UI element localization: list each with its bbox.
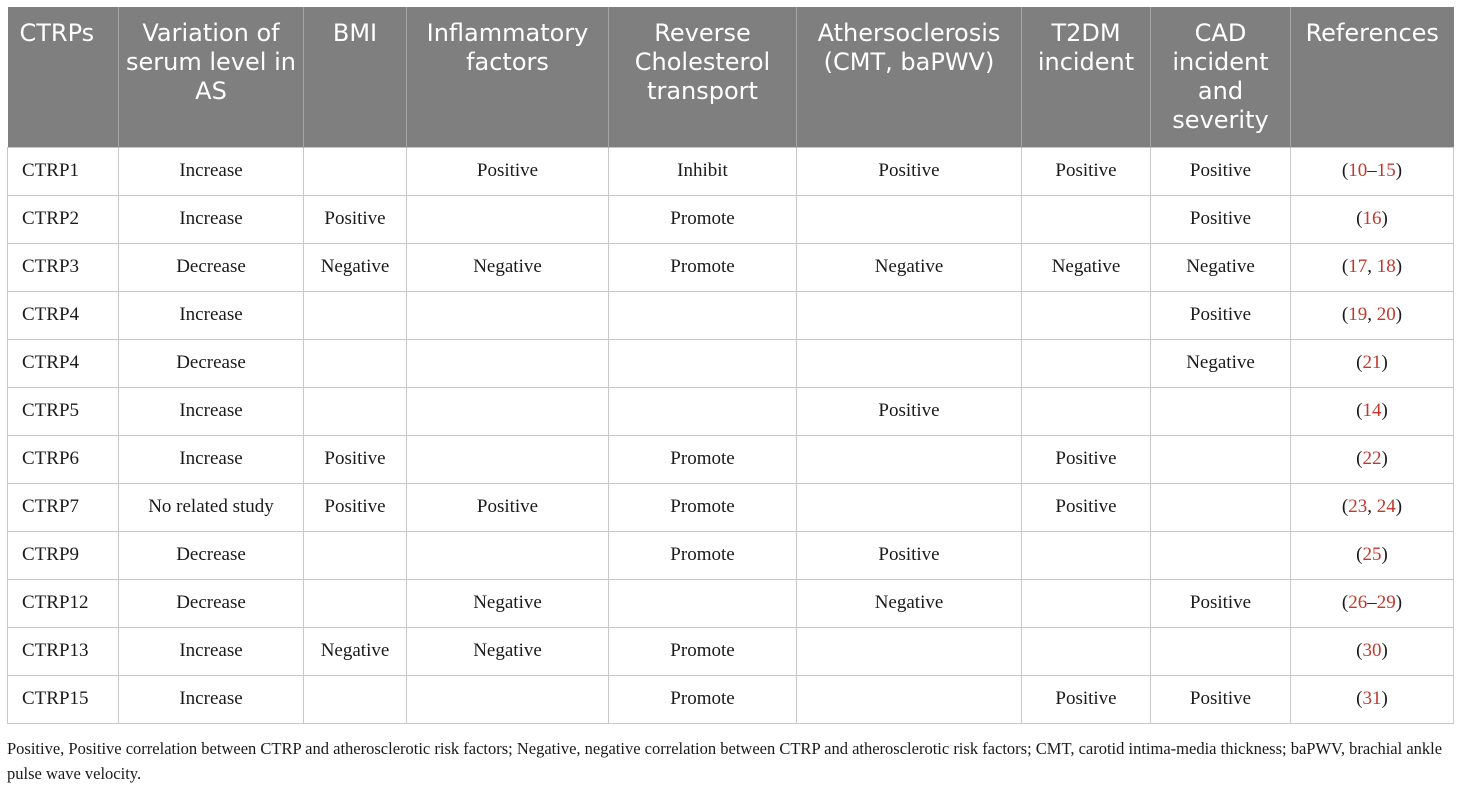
cell-t2dm xyxy=(1022,579,1151,627)
cell-ctrp-name: CTRP9 xyxy=(8,531,119,579)
cell-inflammatory xyxy=(407,435,609,483)
cell-inflammatory: Negative xyxy=(407,579,609,627)
cell-reverse-cholesterol: Promote xyxy=(609,627,797,675)
cell-inflammatory: Negative xyxy=(407,627,609,675)
cell-cad xyxy=(1151,531,1291,579)
cell-serum-variation: Decrease xyxy=(119,339,304,387)
cell-serum-variation: Increase xyxy=(119,147,304,195)
cell-atherosclerosis xyxy=(797,675,1022,723)
cell-atherosclerosis xyxy=(797,339,1022,387)
reference-link[interactable]: 23 xyxy=(1348,496,1368,517)
cell-bmi: Positive xyxy=(304,195,407,243)
reference-link[interactable]: 22 xyxy=(1362,448,1382,469)
header-col-atherosclerosis: Athersoclerosis (CMT, baPWV) xyxy=(797,7,1022,147)
reference-link[interactable]: 18 xyxy=(1376,256,1396,277)
cell-ctrp-name: CTRP4 xyxy=(8,339,119,387)
cell-bmi xyxy=(304,531,407,579)
table-row xyxy=(8,627,1454,675)
cell-atherosclerosis xyxy=(797,483,1022,531)
reference-link[interactable]: 15 xyxy=(1376,160,1396,181)
cell-ctrp-name: CTRP3 xyxy=(8,243,119,291)
cell-t2dm xyxy=(1022,195,1151,243)
cell-t2dm xyxy=(1022,339,1151,387)
table-row xyxy=(8,483,1454,531)
reference-link[interactable]: 14 xyxy=(1362,400,1382,421)
cell-atherosclerosis xyxy=(797,195,1022,243)
cell-references: (19, 20) xyxy=(1291,291,1454,339)
cell-reverse-cholesterol: Promote xyxy=(609,195,797,243)
cell-serum-variation: Decrease xyxy=(119,531,304,579)
cell-ctrp-name: CTRP7 xyxy=(8,483,119,531)
cell-cad: Negative xyxy=(1151,339,1291,387)
reference-link[interactable]: 29 xyxy=(1376,592,1396,613)
cell-t2dm xyxy=(1022,291,1151,339)
cell-atherosclerosis: Negative xyxy=(797,243,1022,291)
reference-link[interactable]: 16 xyxy=(1362,208,1382,229)
cell-bmi xyxy=(304,339,407,387)
header-col-ctrps: CTRPs xyxy=(8,7,119,147)
cell-bmi: Positive xyxy=(304,435,407,483)
table-row xyxy=(8,435,1454,483)
table-body xyxy=(8,147,1454,723)
reference-link[interactable]: 19 xyxy=(1348,304,1368,325)
cell-inflammatory xyxy=(407,531,609,579)
cell-t2dm: Positive xyxy=(1022,483,1151,531)
cell-inflammatory xyxy=(407,195,609,243)
cell-t2dm: Positive xyxy=(1022,435,1151,483)
cell-atherosclerosis: Positive xyxy=(797,531,1022,579)
cell-serum-variation: Decrease xyxy=(119,243,304,291)
cell-serum-variation: Increase xyxy=(119,291,304,339)
cell-inflammatory: Negative xyxy=(407,243,609,291)
cell-reverse-cholesterol: Inhibit xyxy=(609,147,797,195)
cell-serum-variation: Increase xyxy=(119,195,304,243)
reference-link[interactable]: 24 xyxy=(1376,496,1396,517)
cell-ctrp-name: CTRP5 xyxy=(8,387,119,435)
cell-reverse-cholesterol: Promote xyxy=(609,531,797,579)
cell-cad: Positive xyxy=(1151,675,1291,723)
cell-atherosclerosis xyxy=(797,291,1022,339)
cell-bmi xyxy=(304,387,407,435)
table-header-row xyxy=(8,7,1454,147)
cell-reverse-cholesterol xyxy=(609,339,797,387)
cell-serum-variation: Decrease xyxy=(119,579,304,627)
cell-cad xyxy=(1151,387,1291,435)
reference-link[interactable]: 17 xyxy=(1348,256,1368,277)
cell-inflammatory xyxy=(407,675,609,723)
cell-bmi xyxy=(304,147,407,195)
reference-link[interactable]: 20 xyxy=(1376,304,1396,325)
cell-ctrp-name: CTRP12 xyxy=(8,579,119,627)
cell-t2dm xyxy=(1022,531,1151,579)
cell-inflammatory xyxy=(407,291,609,339)
cell-reverse-cholesterol xyxy=(609,291,797,339)
table-row xyxy=(8,243,1454,291)
reference-link[interactable]: 10 xyxy=(1348,160,1368,181)
reference-link[interactable]: 25 xyxy=(1362,544,1382,565)
cell-cad: Negative xyxy=(1151,243,1291,291)
header-col-references: References xyxy=(1291,7,1454,147)
ctrp-table xyxy=(7,7,1454,724)
cell-bmi: Positive xyxy=(304,483,407,531)
cell-reverse-cholesterol: Promote xyxy=(609,243,797,291)
cell-references: (23, 24) xyxy=(1291,483,1454,531)
reference-separator: , xyxy=(1367,256,1377,277)
cell-t2dm: Positive xyxy=(1022,147,1151,195)
cell-reverse-cholesterol xyxy=(609,579,797,627)
cell-cad xyxy=(1151,435,1291,483)
cell-cad xyxy=(1151,483,1291,531)
header-col-t2dm: T2DM incident xyxy=(1022,7,1151,147)
reference-link[interactable]: 26 xyxy=(1348,592,1368,613)
cell-references: (30) xyxy=(1291,627,1454,675)
table-row xyxy=(8,675,1454,723)
header-col-serum-variation: Variation of serum level in AS xyxy=(119,7,304,147)
table-row xyxy=(8,531,1454,579)
cell-cad: Positive xyxy=(1151,291,1291,339)
cell-reverse-cholesterol: Promote xyxy=(609,675,797,723)
cell-bmi xyxy=(304,675,407,723)
cell-t2dm xyxy=(1022,627,1151,675)
table-row xyxy=(8,291,1454,339)
cell-serum-variation: Increase xyxy=(119,435,304,483)
cell-ctrp-name: CTRP4 xyxy=(8,291,119,339)
cell-atherosclerosis: Positive xyxy=(797,147,1022,195)
reference-separator: , xyxy=(1367,304,1377,325)
cell-atherosclerosis: Positive xyxy=(797,387,1022,435)
cell-t2dm: Negative xyxy=(1022,243,1151,291)
cell-atherosclerosis xyxy=(797,435,1022,483)
cell-serum-variation: No related study xyxy=(119,483,304,531)
reference-link[interactable]: 21 xyxy=(1362,352,1382,373)
cell-references: (22) xyxy=(1291,435,1454,483)
cell-ctrp-name: CTRP1 xyxy=(8,147,119,195)
cell-references: (17, 18) xyxy=(1291,243,1454,291)
cell-bmi: Negative xyxy=(304,243,407,291)
cell-ctrp-name: CTRP2 xyxy=(8,195,119,243)
table-row xyxy=(8,195,1454,243)
cell-inflammatory xyxy=(407,339,609,387)
cell-cad: Positive xyxy=(1151,147,1291,195)
table-row xyxy=(8,147,1454,195)
reference-link[interactable]: 31 xyxy=(1362,688,1382,709)
header-col-inflammatory: Inflammatory factors xyxy=(407,7,609,147)
cell-bmi: Negative xyxy=(304,627,407,675)
reference-separator: – xyxy=(1367,160,1377,181)
cell-inflammatory: Positive xyxy=(407,147,609,195)
cell-t2dm: Positive xyxy=(1022,675,1151,723)
reference-separator: – xyxy=(1367,592,1377,613)
cell-references: (21) xyxy=(1291,339,1454,387)
header-col-cad: CAD incident and severity xyxy=(1151,7,1291,147)
cell-ctrp-name: CTRP15 xyxy=(8,675,119,723)
table-row xyxy=(8,579,1454,627)
cell-references: (14) xyxy=(1291,387,1454,435)
cell-serum-variation: Increase xyxy=(119,675,304,723)
cell-cad: Positive xyxy=(1151,579,1291,627)
cell-atherosclerosis: Negative xyxy=(797,579,1022,627)
cell-reverse-cholesterol: Promote xyxy=(609,483,797,531)
reference-separator: , xyxy=(1367,496,1377,517)
cell-ctrp-name: CTRP6 xyxy=(8,435,119,483)
cell-serum-variation: Increase xyxy=(119,387,304,435)
table-footnote: Positive, Positive correlation between CTRP and atherosclerotic risk factors; Negative, negative correlation between CTRP and atherosclerotic risk factors; CMT, carotid intima-media thickness; baPWV, brachial ankle pulse wave velocity. xyxy=(7,739,1443,783)
cell-ctrp-name: CTRP13 xyxy=(8,627,119,675)
cell-references: (25) xyxy=(1291,531,1454,579)
cell-t2dm xyxy=(1022,387,1151,435)
header-col-bmi: BMI xyxy=(304,7,407,147)
cell-references: (16) xyxy=(1291,195,1454,243)
cell-references: (26–29) xyxy=(1291,579,1454,627)
cell-reverse-cholesterol: Promote xyxy=(609,435,797,483)
cell-serum-variation: Increase xyxy=(119,627,304,675)
cell-inflammatory: Positive xyxy=(407,483,609,531)
header-col-reverse-cholesterol: Reverse Cholesterol transport xyxy=(609,7,797,147)
cell-atherosclerosis xyxy=(797,627,1022,675)
table-row xyxy=(8,339,1454,387)
cell-inflammatory xyxy=(407,387,609,435)
cell-cad xyxy=(1151,627,1291,675)
table-row xyxy=(8,387,1454,435)
reference-link[interactable]: 30 xyxy=(1362,640,1382,661)
cell-references: (10–15) xyxy=(1291,147,1454,195)
cell-cad: Positive xyxy=(1151,195,1291,243)
cell-bmi xyxy=(304,579,407,627)
cell-references: (31) xyxy=(1291,675,1454,723)
cell-reverse-cholesterol xyxy=(609,387,797,435)
cell-bmi xyxy=(304,291,407,339)
